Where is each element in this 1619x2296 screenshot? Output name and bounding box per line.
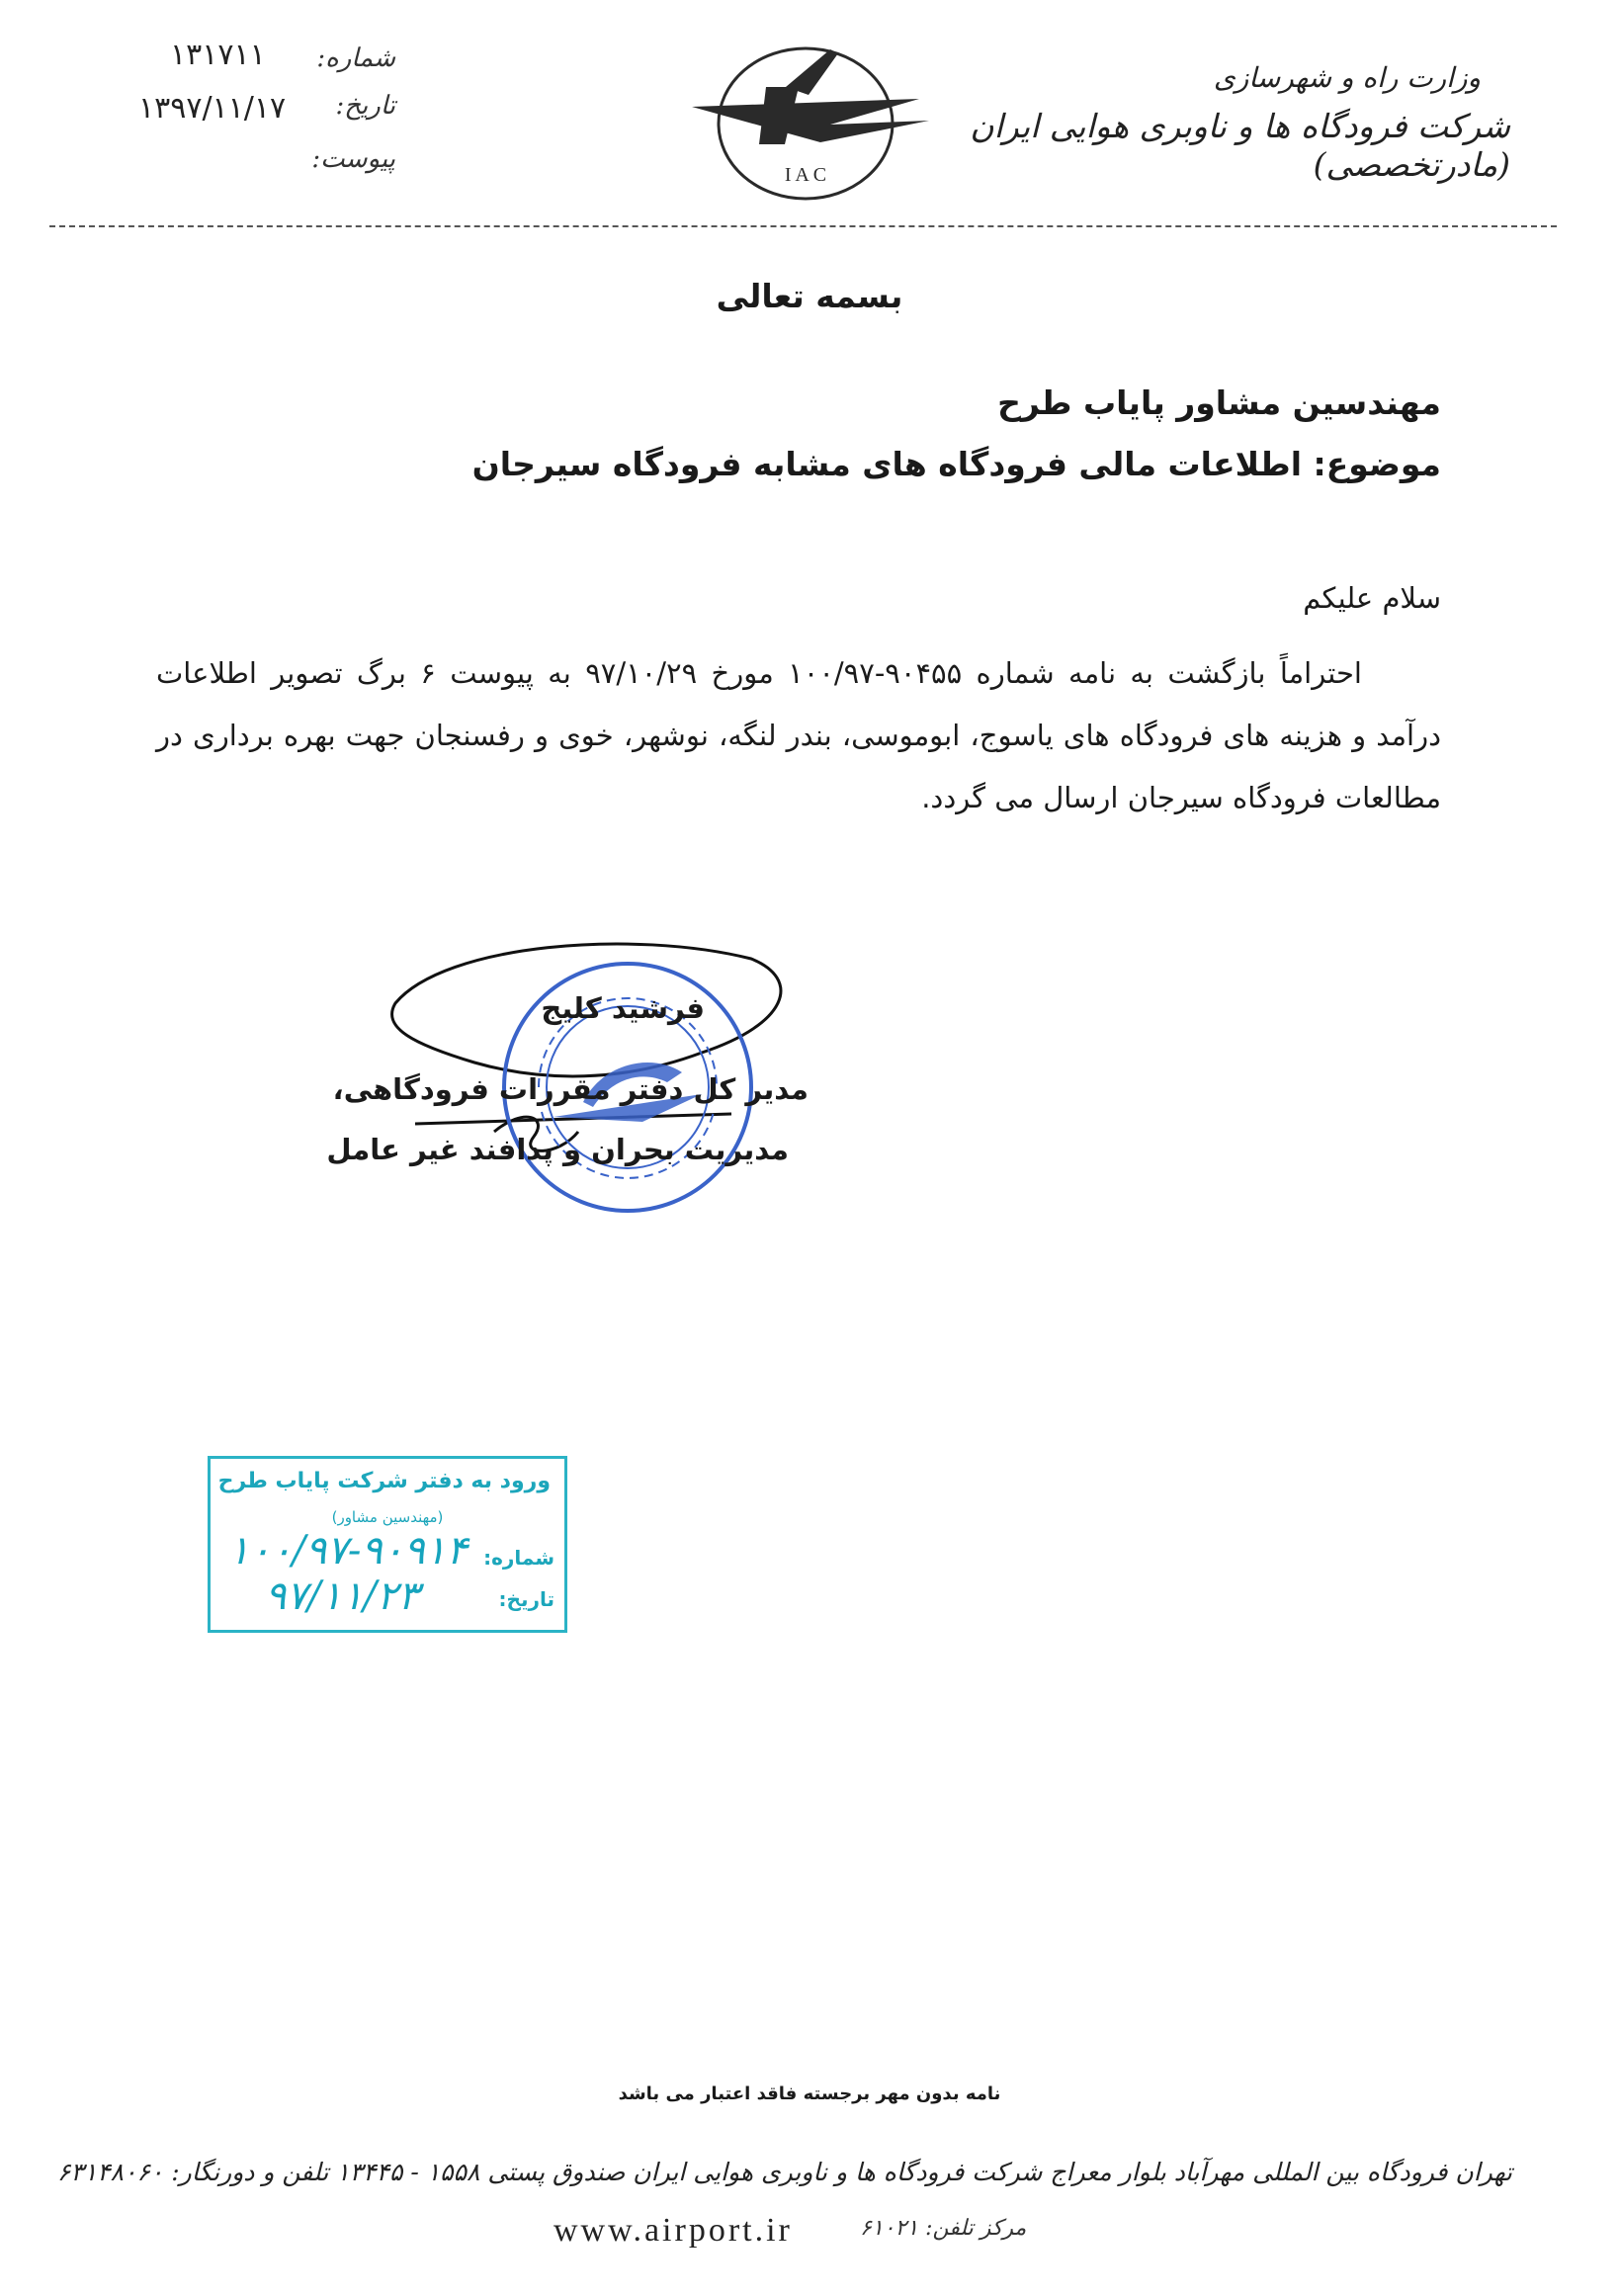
letter-number: ۱۳۱۷۱۱	[170, 38, 266, 72]
footer-address: تهران فرودگاه بین المللی مهرآباد بلوار معراج شرکت فرودگاه ها و ناوبری هوایی ایران صندوق پستی ۱۵۵۸ - ۱۳۴۴۵ تلفن و دورنگار: ۶۳۱۴۸۰۶۰	[56, 2158, 1512, 2186]
footer-website: www.airport.ir	[554, 2212, 793, 2249]
company-logo	[682, 30, 929, 203]
letter-date: ۱۳۹۷/۱۱/۱۷	[138, 91, 287, 126]
attachment-label: پیوست:	[311, 144, 395, 174]
receipt-number: ۱۰۰/۹۷-۹۰۹۱۴	[228, 1528, 468, 1573]
signatory-name: فرشید کلیج	[541, 991, 705, 1025]
subject-line: موضوع: اطلاعات مالی فرودگاه های مشابه فرودگاه سیرجان	[471, 445, 1441, 483]
ministry-name: وزارت راه و شهرسازی	[1213, 61, 1481, 94]
recipient: مهندسین مشاور پایاب طرح	[997, 383, 1441, 422]
header-divider	[49, 225, 1557, 227]
receipt-date-label: تاریخ:	[498, 1587, 554, 1611]
letter-paragraph-text: احتراماً بازگشت به نامه شماره ۹۰۴۵۵-۱۰۰/۹۷ مورخ ۹۷/۱۰/۲۹ به پیوست ۶ برگ تصویر اطلاعات درآمد و هزینه های فرودگاه های یاسوج، ابوموسی، بندر لنگه، نوشهر، خوی و رفسنجان جهت بهره برداری در مطالعات فرودگاه سیرجان ارسال می گردد.	[156, 656, 1441, 814]
signatory-title-2: مدیریت بحران و پدافند غیر عامل	[326, 1133, 789, 1166]
letter-number-label: شماره:	[316, 43, 395, 73]
company-name: شرکت فرودگاه ها و ناوبری هوایی ایران (مادرتخصصی)	[970, 107, 1510, 184]
validity-note: نامه بدون مهر برجسته فاقد اعتبار می باشد	[618, 2083, 1001, 2104]
logo-initials: I A C	[784, 164, 827, 186]
receipt-stamp-subtitle: (مهندسین مشاور)	[331, 1508, 444, 1526]
signatory-title-1: مدیر کل دفتر مقررات فرودگاهی،	[332, 1072, 809, 1106]
receipt-number-label: شماره:	[483, 1546, 554, 1570]
receipt-stamp-title: ورود به دفتر شرکت پایاب طرح	[217, 1469, 551, 1493]
letter-date-label: تاریخ:	[335, 91, 395, 121]
receipt-stamp	[208, 1456, 567, 1633]
footer-center-phone: مرکز تلفن: ۶۱۰۲۱	[860, 2216, 1027, 2241]
receipt-date: ۹۷/۱۱/۲۳	[265, 1573, 419, 1619]
letter-paragraph	[156, 642, 1441, 829]
greeting: سلام علیکم	[1303, 581, 1441, 615]
basmala: بسمه تعالی	[716, 277, 903, 315]
